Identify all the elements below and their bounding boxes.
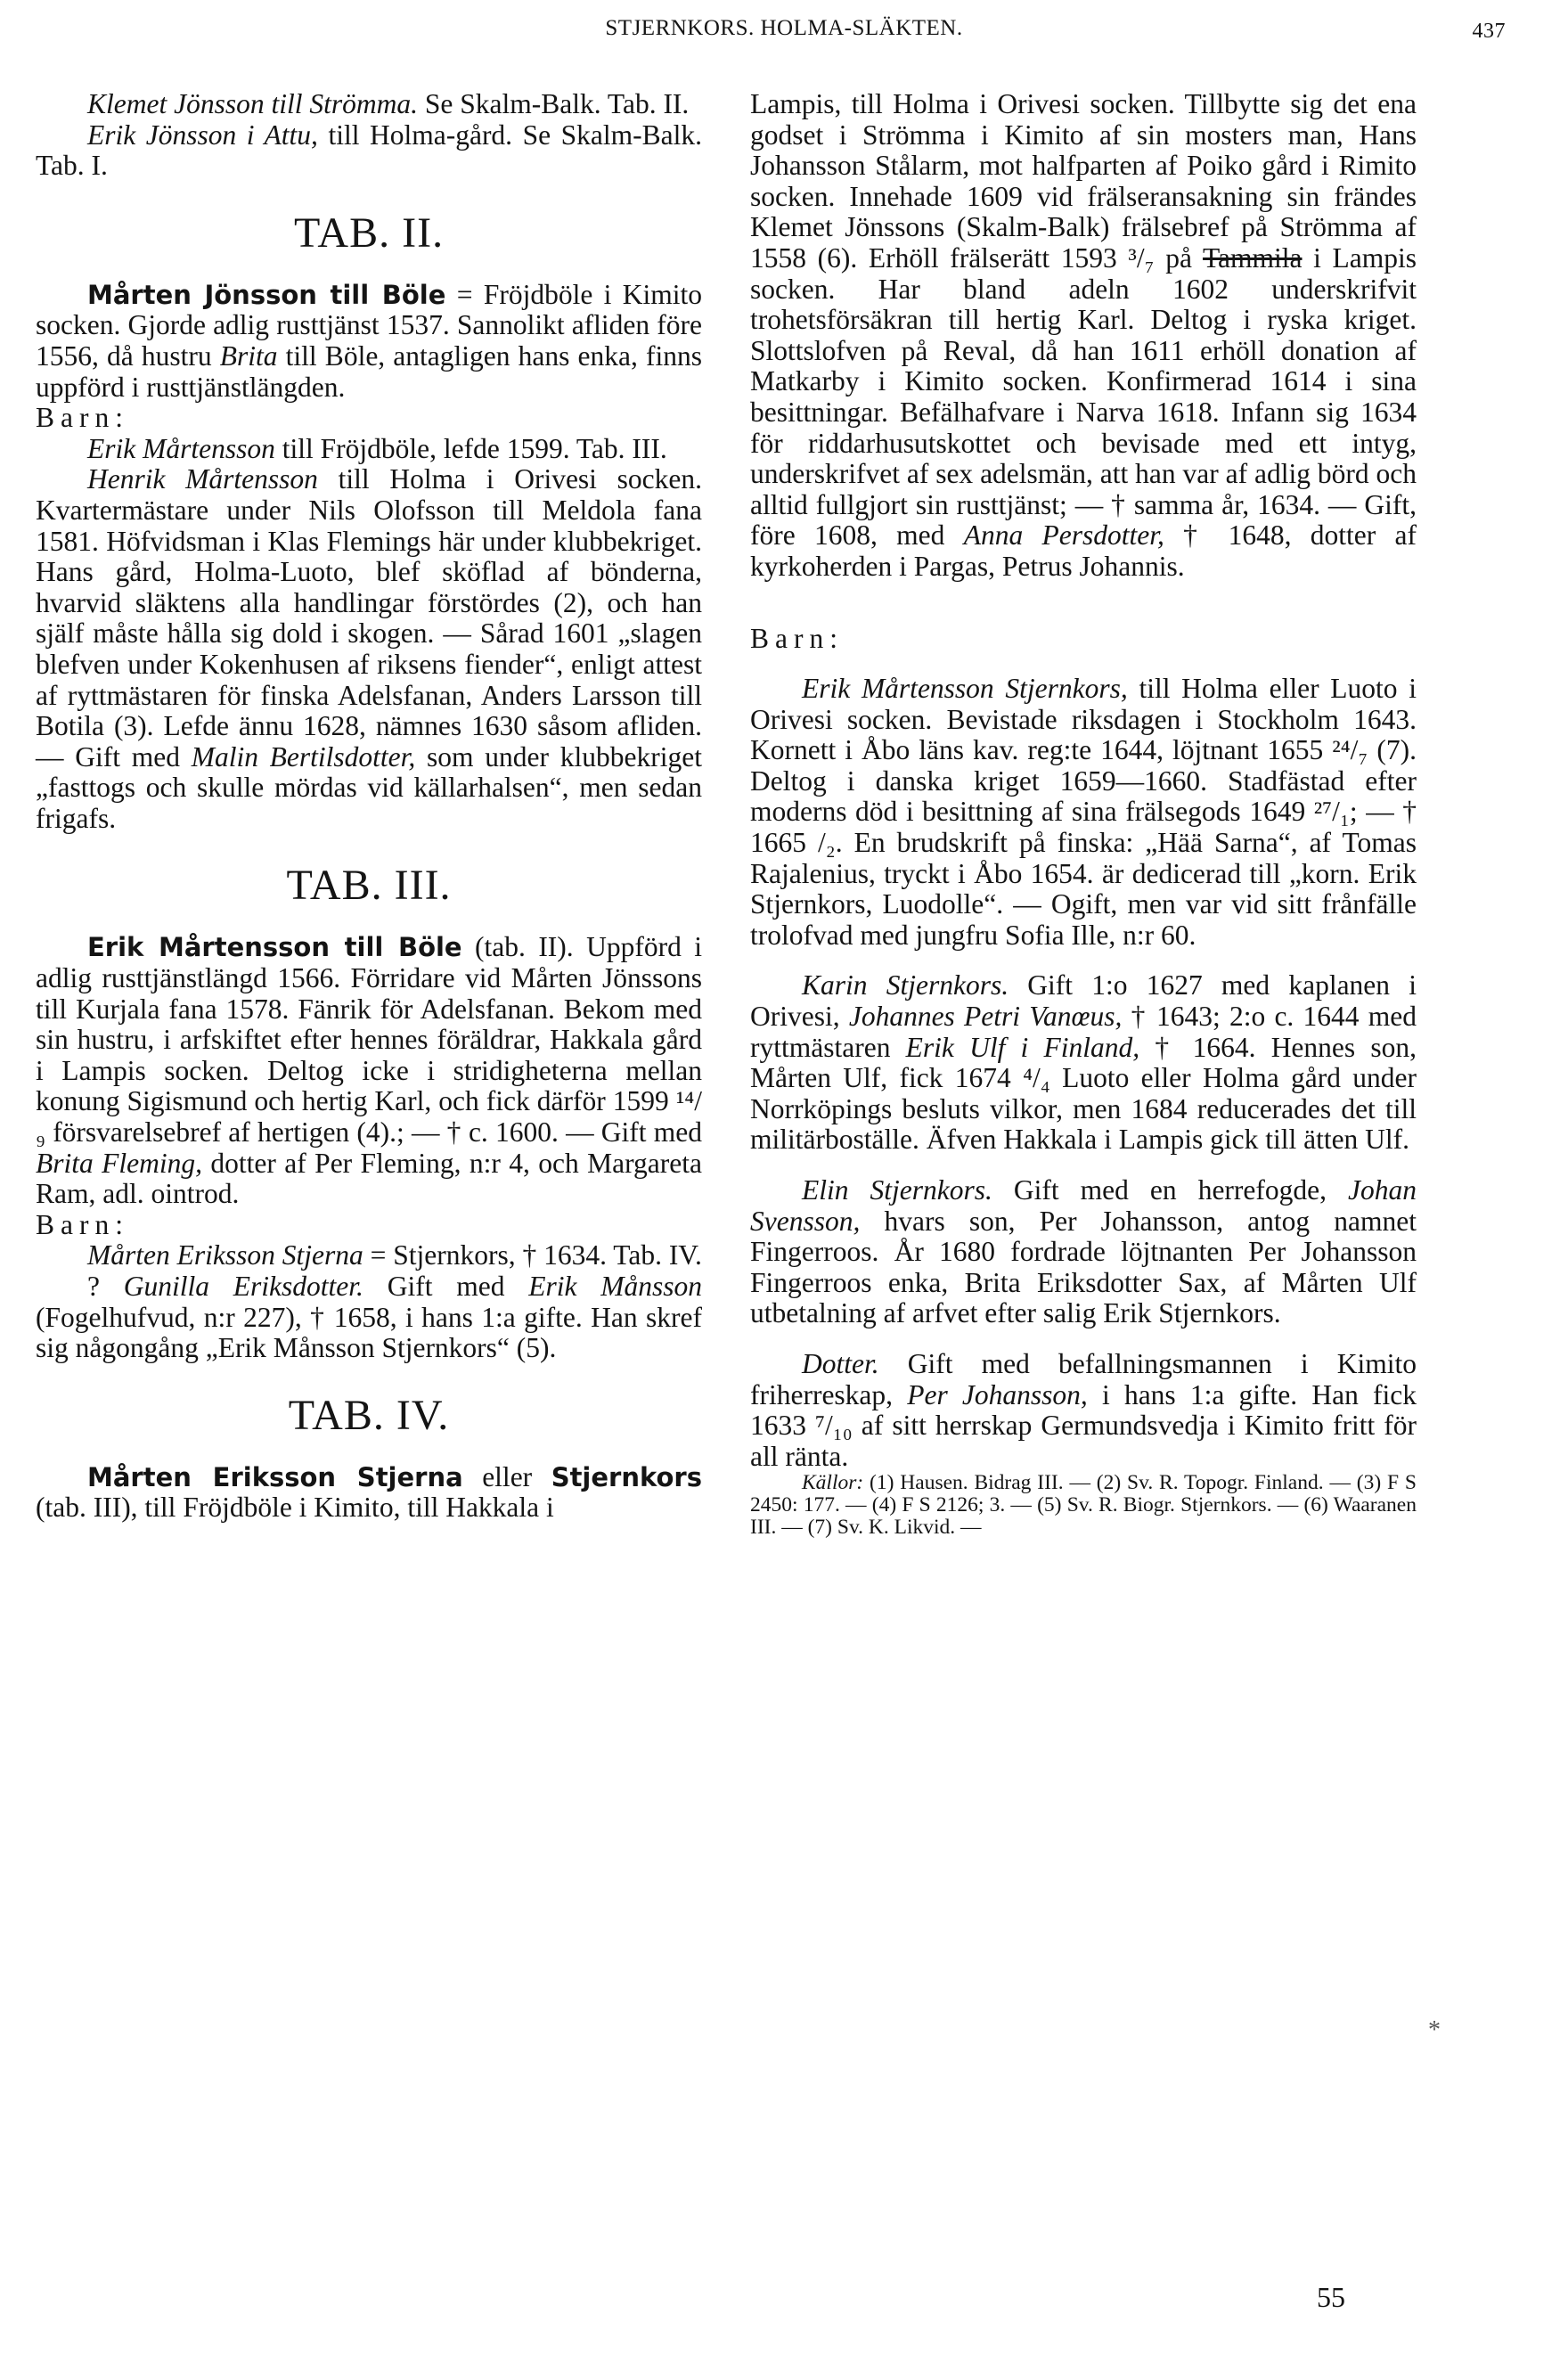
left-column xyxy=(36,89,702,1524)
tab-ii-heading: TAB. II. xyxy=(293,208,445,257)
entry-text: Gift med xyxy=(363,1271,529,1302)
person-name: Johan Svensson, xyxy=(750,1174,1417,1237)
entry-marten-jonsson xyxy=(36,280,702,403)
entry-text: = Stjernkors, † 1634. Tab. IV. xyxy=(363,1239,702,1271)
entry-text: eller xyxy=(462,1460,551,1492)
person-name: Erik Månsson xyxy=(528,1271,703,1302)
child-gunilla-eriksdotter xyxy=(36,1271,702,1364)
child-erik-martensson xyxy=(36,434,702,465)
entry-text: till Böle, antagligen hans enka, finns uppförd i rusttjänstlängden. xyxy=(36,339,702,403)
child-elin-stjernkors xyxy=(750,1175,1417,1329)
entry-text: till Fröjdböle, lefde 1599. Tab. III. xyxy=(274,432,667,464)
person-name: Stjernkors xyxy=(551,1461,702,1492)
person-name: Erik Ulf i Finland, xyxy=(905,1031,1140,1063)
child-dotter xyxy=(750,1349,1417,1472)
person-name: Mårten Eriksson Stjerna xyxy=(87,1239,363,1271)
right-column xyxy=(750,89,1417,1539)
entry-text: dotter af Per Fleming, n:r 4, och Margareta Ram, adl. ointrod. xyxy=(36,1147,702,1210)
struck-word: Tammila xyxy=(1202,241,1303,274)
person-name: Anna Persdotter, xyxy=(963,519,1164,552)
person-name: Brita Fleming, xyxy=(36,1147,203,1179)
entry-text: till Holma eller Luoto i Orivesi socken. Bevistade riksdagen i Stockholm 1643. Kornett i Åbo läns kav. reg:te 1644, löjtnant 1655 ²⁴/₇ (7). Deltog i danska kriget 1659—1660. Stadfästad efter moderns död i besittning af sina frälsegods 1649 ²⁷/₁; — † 1665 /₂. En brudskrift på finska: „Hää Sarna“, af Tomas Rajalenius, tryckt i Åbo 1654. är dedicerad till „korn. Erik Stjernkors, Luodolle“. — Ogift, men var vid sitt frånfälle trolofvad med jungfru Sofia Ille, n:r 60. xyxy=(750,673,1417,951)
entry-text: † 1648, dotter af kyrkoherden i Pargas, Petrus Johannis. xyxy=(750,519,1417,582)
entry-text: Se Skalm-Balk. Tab. II. xyxy=(418,88,690,119)
children-label: Barn: xyxy=(750,622,844,654)
page-number: 437 xyxy=(1472,20,1506,43)
entry-text: i Lampis socken. Har bland adeln 1602 underskrifvit trohetsförsäkran till hertig Karl. Deltog i ryska kriget. Slottslofven på Reval, då han 1611 erhöll donation af Matkarby i Kimito socken. Konfirmerad 1614 i sina besittningar. Befälhafvare i Narva 1618. Infann sig 1634 för riddarhusutskottet och bevisade med ett intyg, underskrifvet af sex adelsmän, att han var af adlig börd och alltid fullgjort sin rusttjänst; — † samma år, 1634. — Gift, före 1608, med xyxy=(750,241,1417,552)
folio-number: 55 xyxy=(1317,2281,1345,2313)
entry-text: (tab. II). Uppförd i adlig rusttjänstlängd 1566. Förridare vid Mårten Jönssons till Kurjala fana 1578. Fänrik för Adelsfanan. Bekom med sin hustru, i arfskiftet efter hennes föräldrar, Hakkala gård i Lampis socken. Deltog icke i stridigheterna mellan konung Sigismund och hertig Karl, och fick därför 1599 ¹⁴/₉ försvarelsebref af hertigen (4).; — † c. 1600. — Gift med xyxy=(36,931,702,1149)
sources-label: Källor: xyxy=(802,1471,864,1495)
person-name: Mårten Eriksson Stjerna xyxy=(87,1461,463,1492)
person-name: Brita xyxy=(219,339,278,372)
sources-text: (1) Hausen. Bidrag III. — (2) Sv. R. Topogr. Finland. — (3) F S 2450: 177. — (4) F S 2126; 3. — (5) Sv. R. Biogr. Stjernkors. — (6) Waaranen III. — (7) Sv. K. Likvid. — xyxy=(750,1471,1417,1540)
entry-erik-martensson xyxy=(36,932,702,1209)
entry-text: Gift med befallningsmannen i Kimito friherreskap, xyxy=(750,1347,1417,1410)
person-name: Erik Jönsson i Attu, xyxy=(87,119,318,151)
entry-text: † 1664. Hennes son, Mårten Ulf, fick 1674 ⁴/₄ Luoto eller Holma gård under Norrköpings besluts vilkor, men 1684 reducerades det till militärboställe. Äfven Hakkala i Lampis gick till ätten Ulf. xyxy=(750,1031,1417,1156)
tab-iii-heading: TAB. III. xyxy=(286,862,452,910)
entry-text: i hans 1:a gifte. Han fick 1633 ⁷/₁₀ af sitt herrskap Germundsvedja i Kimito fritt för all ränta. xyxy=(750,1378,1417,1472)
person-name: Elin Stjernkors. xyxy=(802,1174,992,1206)
person-name: Malin Bertilsdotter, xyxy=(191,740,416,773)
entry-text: † 1643; 2:o c. 1644 med ryttmästaren xyxy=(750,1001,1417,1063)
entry-text: Gift med en herrefogde, xyxy=(992,1174,1349,1206)
person-name: Johannes Petri Vanœus, xyxy=(848,1001,1123,1033)
uncertain-marker: ? xyxy=(87,1271,124,1302)
entry-text: som under klubbekriget „fasttogs och skulle mördas vid källarhalsen“, men sedan frigafs. xyxy=(36,740,702,834)
entry-text: = Fröjdböle i Kimito socken. Gjorde adlig rusttjänst 1537. Sannolikt afliden före 1556, då hustru xyxy=(36,278,703,372)
person-name: Dotter. xyxy=(802,1347,879,1379)
child-erik-stjernkors xyxy=(750,674,1417,951)
entry-text: Gift 1:o 1627 med kaplanen i Orivesi, xyxy=(750,969,1417,1033)
entry-text: (Fogelhufvud, n:r 227), † 1658, i hans 1:a gifte. Han skref sig någongång „Erik Månsson Stjernkors“ (5). xyxy=(36,1301,702,1364)
entry-marten-eriksson-continued xyxy=(750,89,1417,583)
entry-text: hvars son, Per Johansson, antog namnet Fingerroos. År 1680 fordrade löjtnanten Per Johansson Fingerroos enka, Brita Eriksdotter Sax, af Mårten Ulf utbetalning af arfvet efter salig Erik Stjernkors. xyxy=(750,1205,1417,1329)
person-name: Erik Mårtensson xyxy=(87,432,275,464)
children-label: Barn: xyxy=(36,402,129,434)
child-marten-eriksson xyxy=(36,1240,702,1271)
entry-klemet xyxy=(36,89,702,120)
person-name: Gunilla Eriksdotter. xyxy=(123,1271,363,1302)
entry-erik-jonsson xyxy=(36,120,702,182)
stray-mark: * xyxy=(1428,2016,1441,2044)
entry-text: (tab. III), till Fröjdböle i Kimito, till Hakkala i xyxy=(36,1492,554,1524)
running-title: STJERNKORS. HOLMA-SLÄKTEN. xyxy=(605,16,963,40)
entry-text: till Holma i Orivesi socken. Kvartermästare under Nils Olofsson till Meldola fana 1581. Höfvidsman i Klas Flemings här under klubbekriget. Hans gård, Holma-Luoto, blef sköflad af bönderna, hvarvid släktens alla handlingar förstördes (2), och han själf måste hålla sig dold i skogen. — Sårad 1601 „slagen blefven under Kokenhusen af riksens fiender“, enligt attest af ryttmästaren för finska Adelsfanan, Anders Larsson till Botila (3). Lefde ännu 1628, nämnes 1630 såsom afliden. — Gift med xyxy=(36,463,702,773)
entry-marten-eriksson-stjerna xyxy=(36,1462,702,1524)
entry-text: Lampis, till Holma i Orivesi socken. Tillbytte sig det ena godset i Strömma i Kimito af sin mosters man, Hans Johansson Stålarm, mot halfparten af Poiko gård i Rimito socken. Innehade 1609 vid frälseransakning sin frändes Klemet Jönssons (Skalm-Balk) frälsebref på Strömma af 1558 (6). Erhöll frälserätt 1593 ³/₇ på xyxy=(750,88,1417,274)
person-name: Karin Stjernkors. xyxy=(802,969,1009,1001)
person-name: Klemet Jönsson till Strömma. xyxy=(87,88,418,119)
entry-text: till Holma-gård. Se Skalm-Balk. Tab. I. xyxy=(36,119,702,182)
child-karin-stjernkors xyxy=(750,970,1417,1156)
tab-iv-heading: TAB. IV. xyxy=(288,1391,450,1439)
person-name: Erik Mårtensson till Böle xyxy=(87,932,462,963)
child-henrik-martensson xyxy=(36,464,702,834)
person-name: Mårten Jönsson till Böle xyxy=(87,279,446,310)
children-label: Barn: xyxy=(36,1208,129,1240)
person-name: Henrik Mårtensson xyxy=(87,463,318,495)
person-name: Erik Mårtensson Stjernkors, xyxy=(802,673,1128,705)
person-name: Per Johansson, xyxy=(907,1378,1088,1410)
sources-footnote xyxy=(750,1472,1417,1539)
running-header xyxy=(36,11,1532,46)
